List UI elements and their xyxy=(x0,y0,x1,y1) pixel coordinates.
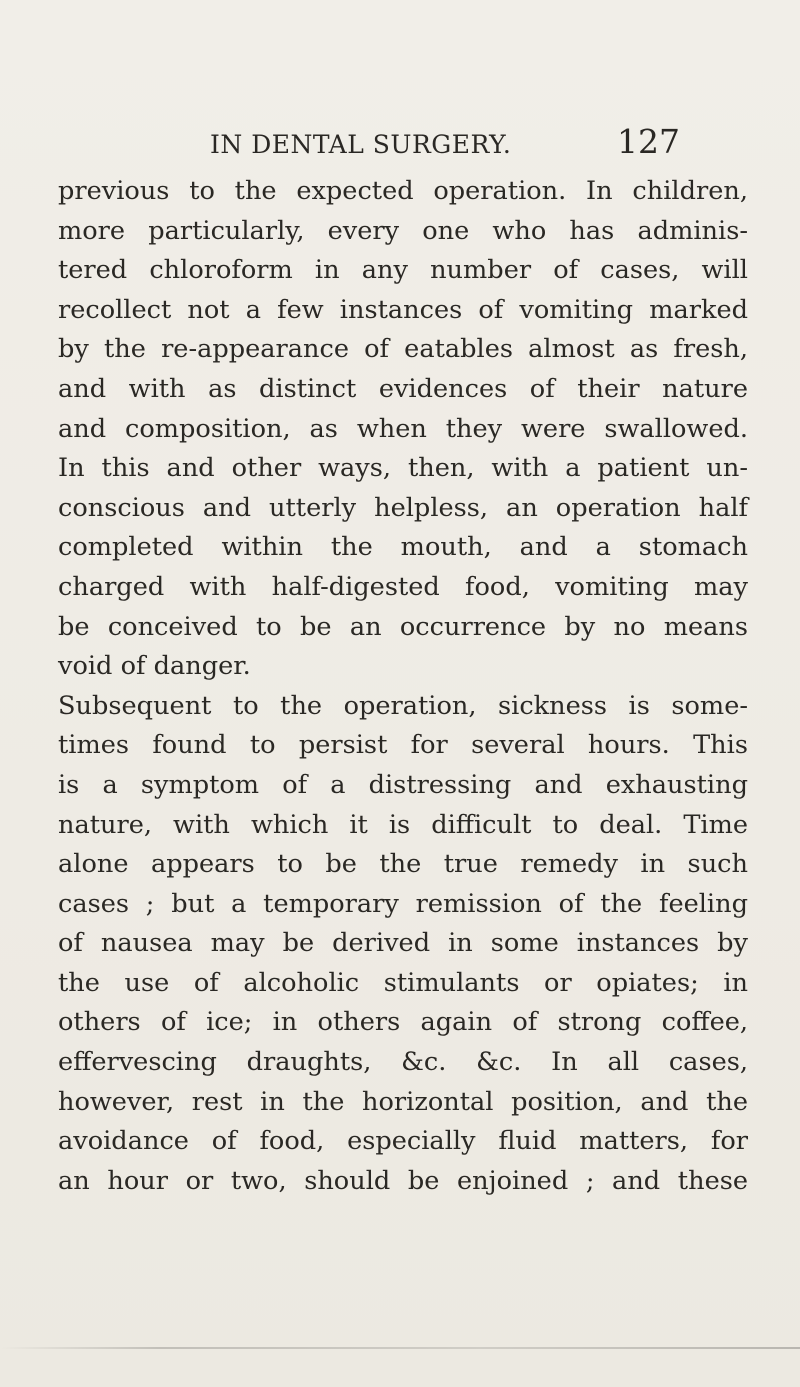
text-line: Subsequent to the operation, sickness is some- xyxy=(58,690,748,721)
text-line: an hour or two, should be enjoined ; and these xyxy=(58,1165,748,1196)
text-line: others of ice; in others again of strong coffee, xyxy=(58,1007,748,1038)
text-line: the use of alcoholic stimulants or opiates; in xyxy=(58,967,748,998)
text-line: more particularly, every one who has adminis- xyxy=(58,215,748,246)
text-line: recollect not a few instances of vomiting marked xyxy=(58,294,748,325)
running-head xyxy=(210,122,680,162)
text-line: alone appears to be the true remedy in such xyxy=(58,849,748,880)
text-line: however, rest in the horizontal position, and the xyxy=(58,1086,748,1117)
text-line: and with as distinct evidences of their nature xyxy=(58,373,748,404)
text-line: by the re-appearance of eatables almost as fresh, xyxy=(58,334,748,365)
text-line: effervescing draughts, &c. &c. In all cases, xyxy=(58,1047,748,1078)
page-edge-shadow xyxy=(0,1347,800,1349)
text-line: tered chloroform in any number of cases, will xyxy=(58,255,748,286)
text-line: avoidance of food, especially fluid matters, for xyxy=(58,1126,748,1157)
text-line: cases ; but a temporary remission of the feeling xyxy=(58,888,748,919)
text-line: and composition, as when they were swallowed. xyxy=(58,413,748,444)
text-line: void of danger. xyxy=(58,651,251,682)
text-line: In this and other ways, then, with a patient un- xyxy=(58,453,748,484)
body-text xyxy=(58,172,748,1201)
page-number: 127 xyxy=(617,122,680,161)
text-line: completed within the mouth, and a stomach xyxy=(58,532,748,563)
text-line: be conceived to be an occurrence by no means xyxy=(58,611,748,642)
text-line: previous to the expected operation. In children, xyxy=(58,176,748,206)
running-title: IN DENTAL SURGERY. xyxy=(210,130,512,159)
text-line: conscious and utterly helpless, an operation half xyxy=(58,492,748,523)
text-line: times found to persist for several hours. This xyxy=(58,730,748,761)
text-line: charged with half-digested food, vomiting may xyxy=(58,571,748,602)
text-line: nature, with which it is difficult to deal. Time xyxy=(58,809,748,840)
text-line: is a symptom of a distressing and exhausting xyxy=(58,769,748,800)
text-line: of nausea may be derived in some instances by xyxy=(58,928,748,959)
